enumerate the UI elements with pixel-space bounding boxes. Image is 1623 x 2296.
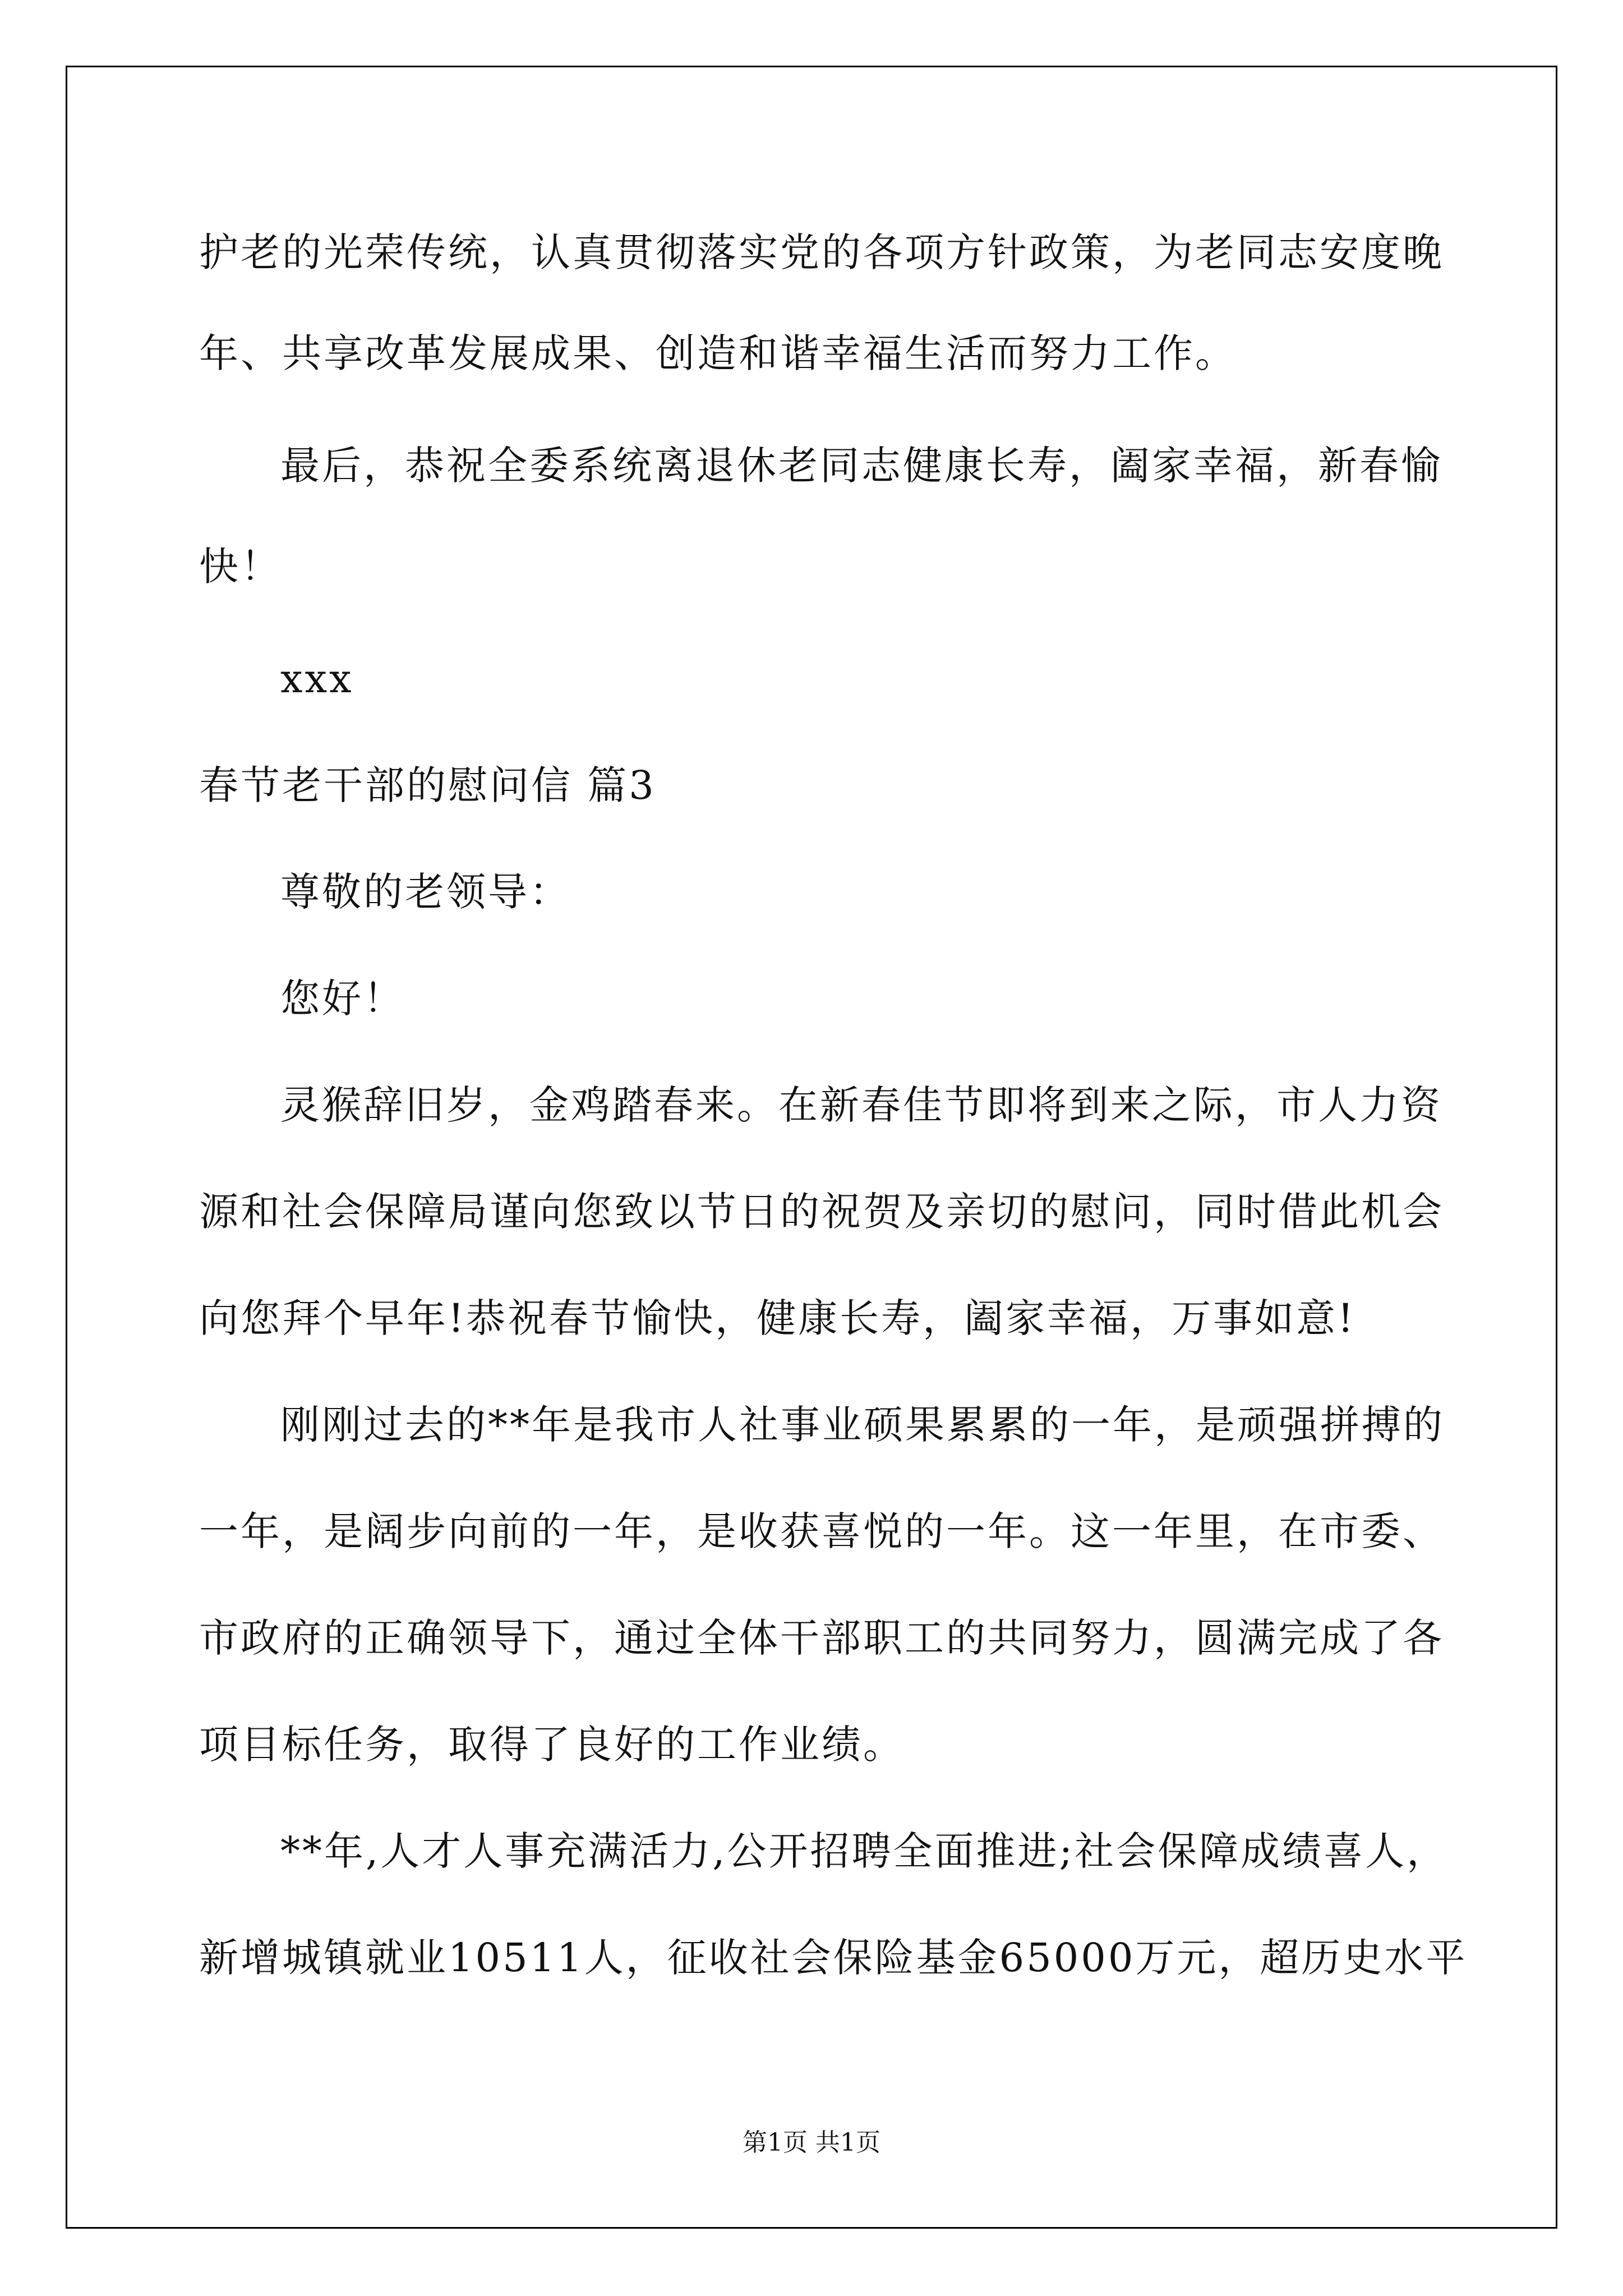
paragraph-line: **年,人才人事充满活力,公开招聘全面推进;社会保障成绩喜人， — [280, 1828, 1449, 1874]
salutation: 尊敬的老领导： — [280, 869, 571, 915]
paragraph-line: 刚刚过去的**年是我市人社事业硕果累累的一年，是顽强拼搏的 — [280, 1402, 1445, 1448]
paragraph-line: 灵猴辞旧岁，金鸡踏春来。在新春佳节即将到来之际，市人力资 — [280, 1082, 1442, 1128]
paragraph-line: 一年，是阔步向前的一年，是收获喜悦的一年。这一年里，在市委、 — [199, 1508, 1444, 1554]
paragraph-line: 源和社会保障局谨向您致以节日的祝贺及亲切的慰问，同时借此机会 — [199, 1189, 1444, 1235]
greeting: 您好！ — [280, 976, 405, 1022]
signature: xxx — [280, 656, 354, 702]
paragraph-line: 向您拜个早年!恭祝春节愉快，健康长寿，阖家幸福，万事如意! — [199, 1295, 1356, 1341]
page-border — [66, 66, 1557, 2229]
paragraph-line: 快！ — [199, 544, 282, 590]
paragraph-line: 护老的光荣传统，认真贯彻落实党的各项方针政策，为老同志安度晚 — [199, 229, 1444, 275]
section-title: 春节老干部的慰问信 篇3 — [199, 762, 656, 808]
paragraph-line: 新增城镇就业10511人，征收社会保险基金65000万元，超历史水平 — [199, 1935, 1468, 1981]
paragraph-line: 最后，恭祝全委系统离退休老同志健康长寿，阖家幸福，新春愉 — [280, 443, 1442, 489]
page-footer: 第1页 共1页 — [743, 2128, 880, 2157]
paragraph-line: 年、共享改革发展成果、创造和谐幸福生活而努力工作。 — [199, 330, 1237, 376]
paragraph-line: 项目标任务，取得了良好的工作业绩。 — [199, 1722, 905, 1768]
paragraph-line: 市政府的正确领导下，通过全体干部职工的共同努力，圆满完成了各 — [199, 1615, 1444, 1661]
